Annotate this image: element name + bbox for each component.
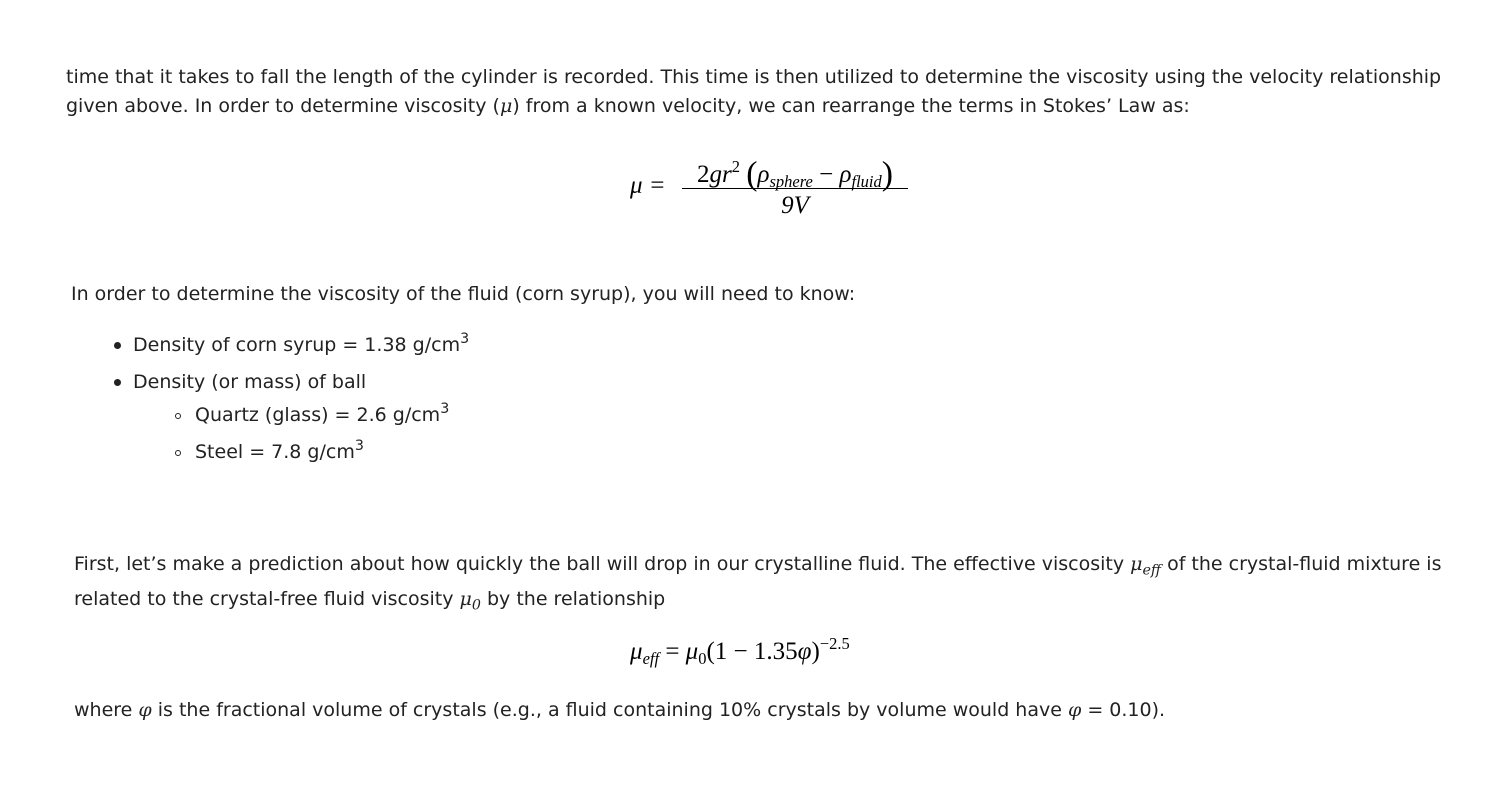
num-coefficient: 2 xyxy=(697,160,710,188)
mu-symbol: μ xyxy=(499,95,513,117)
close-paren: ) xyxy=(811,637,820,665)
cube-superscript: 3 xyxy=(440,401,450,418)
prediction-text-b: of the crystal-fluid mixture is xyxy=(1161,553,1442,575)
right-paren: ) xyxy=(881,155,893,193)
mu-symbol: μ xyxy=(459,588,472,611)
intro-line-2-b: ) from a known velocity, we can rearrange the terms in Stokes’ Law as: xyxy=(512,95,1190,117)
zero-subscript: 0 xyxy=(698,648,707,668)
requirements-paragraph: In order to determine the viscosity of the fluid (corn syrup), you will need to know: xyxy=(71,283,856,305)
rho-fluid: ρ xyxy=(839,160,852,188)
cube-superscript: 3 xyxy=(460,331,470,348)
list-item xyxy=(170,400,506,437)
phi-symbol: φ xyxy=(797,637,812,665)
rho-sphere: ρ xyxy=(757,160,770,188)
sub-sphere: sphere xyxy=(769,171,813,191)
num-square: 2 xyxy=(731,157,740,176)
hollow-bullet-icon xyxy=(175,450,181,456)
left-paren: ( xyxy=(746,155,758,193)
prediction-text-c: related to the crystal-free fluid viscosity xyxy=(74,588,460,611)
ball-material-list xyxy=(170,400,506,474)
intro-line-1: time that it takes to fall the length of the cylinder is recorded. This time is then utilized to determine the viscosity using the velocity relationship xyxy=(66,66,1442,88)
equals-sign: = xyxy=(659,637,686,665)
equation-denominator: 9V xyxy=(781,192,809,219)
num-gr: gr xyxy=(709,160,732,188)
eff-subscript: eff xyxy=(1142,562,1162,579)
zero-subscript: 0 xyxy=(471,597,481,614)
mu-symbol: μ xyxy=(1130,553,1143,575)
list-item-steel: Steel = 7.8 g/cm xyxy=(195,441,355,463)
bullet-icon xyxy=(114,379,121,386)
definition-text-b: is the fractional volume of crystals (e.g., a fluid containing 10% crystals by volume would have xyxy=(151,699,1068,721)
mu-symbol: μ xyxy=(630,637,643,665)
list-item xyxy=(108,367,469,463)
hollow-bullet-icon xyxy=(175,413,181,419)
equation-numerator xyxy=(682,146,908,193)
equation-body: (1 − 1.35 xyxy=(706,637,798,665)
phi-symbol: φ xyxy=(1067,699,1082,721)
equation-fraction xyxy=(682,146,908,223)
prediction-text-a: First, let’s make a prediction about how quickly the ball will drop in our crystalline fluid. The effective viscosity xyxy=(74,553,1131,575)
list-item xyxy=(108,330,469,367)
equation-lhs: μ = xyxy=(630,172,666,199)
requirements-list xyxy=(108,330,470,463)
list-item-corn-syrup: Density of corn syrup = 1.38 g/cm xyxy=(133,334,461,356)
prediction-text-d: by the relationship xyxy=(480,588,666,611)
definition-paragraph xyxy=(74,696,1474,725)
phi-symbol: φ xyxy=(138,699,152,721)
cube-superscript: 3 xyxy=(354,438,364,455)
bullet-icon xyxy=(114,342,121,349)
mu-symbol: μ xyxy=(685,637,699,665)
eff-subscript: eff xyxy=(642,648,660,668)
intro-line-2-a: given above. In order to determine viscosity ( xyxy=(66,95,500,117)
definition-text-c: = 0.10). xyxy=(1081,699,1166,721)
list-item-quartz: Quartz (glass) = 2.6 g/cm xyxy=(195,404,441,426)
list-item-ball-density: Density (or mass) of ball xyxy=(133,371,367,393)
effective-viscosity-equation xyxy=(630,634,850,669)
prediction-paragraph xyxy=(74,550,1474,621)
minus-sign: − xyxy=(812,160,840,188)
sub-fluid: fluid xyxy=(851,171,882,191)
exponent: −2.5 xyxy=(819,634,850,653)
list-item xyxy=(170,437,506,474)
definition-text-a: where xyxy=(74,699,139,721)
intro-paragraph xyxy=(66,63,1466,121)
